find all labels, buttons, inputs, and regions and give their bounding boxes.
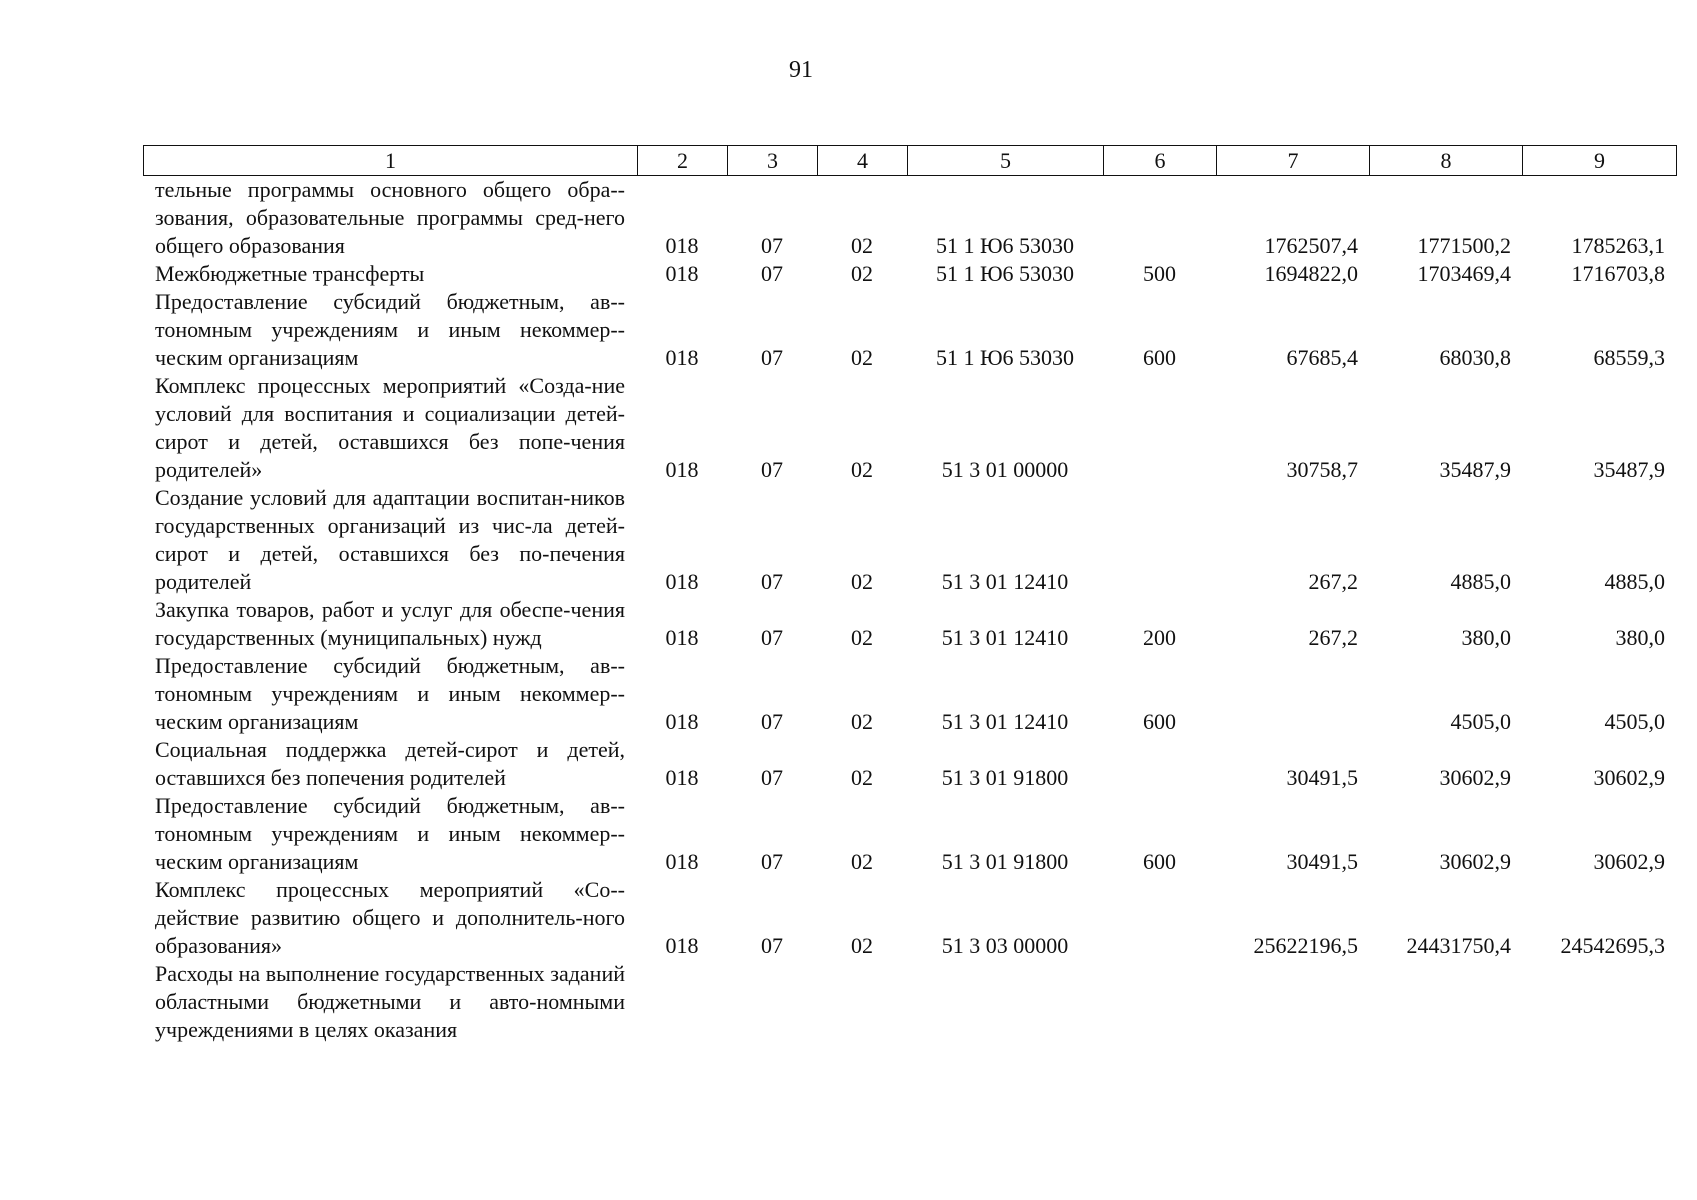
amount-col-9: 24542695,3 [1560, 933, 1665, 958]
section-code: 07 [761, 261, 783, 286]
table-row [143, 960, 1676, 1044]
amount-col-7: 25622196,5 [1253, 933, 1358, 958]
ministry-code: 018 [665, 345, 699, 370]
amount-col-9: 30602,9 [1593, 765, 1665, 790]
row-description: Создание условий для адаптации воспитан-ников государственных организаций из чис-ла детей-сирот и детей, оставшихся без по-печения родителей [155, 485, 625, 594]
amount-col-7: 267,2 [1308, 625, 1358, 650]
row-description: Межбюджетные трансферты [155, 261, 425, 286]
section-code: 07 [761, 625, 783, 650]
page-number: 91 [789, 57, 813, 83]
subsection-code: 02 [851, 765, 873, 790]
amount-col-8: 30602,9 [1439, 765, 1511, 790]
subsection-code: 02 [851, 233, 873, 258]
table-row [143, 288, 1676, 372]
row-description: Комплекс процессных мероприятий «Созда-ние условий для воспитания и социализации детей-сирот и детей, оставшихся без попе-чения родителей» [155, 373, 625, 482]
subsection-code: 02 [851, 933, 873, 958]
amount-col-8: 68030,8 [1439, 345, 1511, 370]
amount-col-8: 4505,0 [1450, 709, 1511, 734]
subsection-code: 02 [851, 457, 873, 482]
amount-col-8: 24431750,4 [1406, 933, 1511, 958]
amount-col-7: 30758,7 [1286, 457, 1358, 482]
row-description: Предоставление субсидий бюджетным, ав-тономным учреждениям и иным некоммер-ческим организациям [155, 653, 625, 734]
row-description: тельные программы основного общего обра-зования, образовательные программы сред-него общего образования [155, 177, 625, 258]
table-row [143, 736, 1676, 792]
expense-type-code: 600 [1143, 709, 1176, 734]
target-article-code: 51 1 Ю6 53030 [935, 261, 1075, 286]
subsection-code: 02 [851, 345, 873, 370]
amount-col-9: 1716703,8 [1571, 261, 1665, 286]
ministry-code: 018 [665, 261, 699, 286]
row-description: Предоставление субсидий бюджетным, ав-тономным учреждениям и иным некоммер-ческим организациям [155, 793, 625, 874]
section-code: 07 [761, 569, 783, 594]
ministry-code: 018 [665, 849, 699, 874]
row-description: Расходы на выполнение государственных заданий областными бюджетными и авто-номными учреждениями в целях оказания [155, 961, 625, 1042]
subsection-code: 02 [851, 709, 873, 734]
amount-col-7: 30491,5 [1286, 849, 1358, 874]
expense-type-code: 500 [1143, 261, 1176, 286]
amount-col-9: 4505,0 [1604, 709, 1665, 734]
row-description: Предоставление субсидий бюджетным, ав-тономным учреждениям и иным некоммер-ческим организациям [155, 289, 625, 370]
subsection-code: 02 [851, 625, 873, 650]
amount-col-9: 35487,9 [1593, 457, 1665, 482]
subsection-code: 02 [851, 849, 873, 874]
target-article-code: 51 3 01 00000 [941, 457, 1069, 482]
amount-col-7: 1762507,4 [1264, 233, 1358, 258]
row-description: Комплекс процессных мероприятий «Со-действие развитию общего и дополнитель-ного образования» [155, 877, 625, 958]
column-header-table [143, 145, 1677, 176]
ministry-code: 018 [665, 933, 699, 958]
target-article-code: 51 3 01 91800 [941, 849, 1069, 874]
header-row [144, 146, 1677, 176]
section-code: 07 [761, 933, 783, 958]
header-cell-7: 7 [1217, 146, 1370, 176]
header-cell-1: 1 [144, 146, 638, 176]
section-code: 07 [761, 765, 783, 790]
amount-col-7: 1694822,0 [1264, 261, 1358, 286]
row-description: Закупка товаров, работ и услуг для обеспе-чения государственных (муниципальных) нужд [155, 597, 625, 650]
section-code: 07 [761, 233, 783, 258]
amount-col-9: 380,0 [1615, 625, 1665, 650]
ministry-code: 018 [665, 625, 699, 650]
target-article-code: 51 3 01 91800 [941, 765, 1069, 790]
amount-col-8: 380,0 [1461, 625, 1511, 650]
amount-col-9: 68559,3 [1593, 345, 1665, 370]
subsection-code: 02 [851, 261, 873, 286]
ministry-code: 018 [665, 709, 699, 734]
target-article-code: 51 3 01 12410 [941, 569, 1069, 594]
expense-type-code: 600 [1143, 849, 1176, 874]
amount-col-8: 35487,9 [1439, 457, 1511, 482]
header-cell-9: 9 [1523, 146, 1677, 176]
ministry-code: 018 [665, 457, 699, 482]
ministry-code: 018 [665, 765, 699, 790]
header-cell-6: 6 [1104, 146, 1217, 176]
amount-col-8: 30602,9 [1439, 849, 1511, 874]
target-article-code: 51 3 01 12410 [941, 625, 1069, 650]
table-row [143, 372, 1676, 484]
section-code: 07 [761, 849, 783, 874]
header-cell-8: 8 [1370, 146, 1523, 176]
ministry-code: 018 [665, 233, 699, 258]
header-cell-2: 2 [638, 146, 728, 176]
table-row [143, 484, 1676, 596]
amount-col-9: 1785263,1 [1571, 233, 1665, 258]
amount-col-9: 4885,0 [1604, 569, 1665, 594]
header-cell-5: 5 [908, 146, 1104, 176]
amount-col-9: 30602,9 [1593, 849, 1665, 874]
section-code: 07 [761, 345, 783, 370]
target-article-code: 51 1 Ю6 53030 [935, 345, 1075, 370]
table-row [143, 792, 1676, 876]
target-article-code: 51 1 Ю6 53030 [935, 233, 1075, 258]
subsection-code: 02 [851, 569, 873, 594]
table-row [143, 260, 1676, 288]
table-body [143, 176, 1676, 1044]
ministry-code: 018 [665, 569, 699, 594]
amount-col-7: 30491,5 [1286, 765, 1358, 790]
table-row [143, 176, 1676, 260]
table-row [143, 876, 1676, 960]
amount-col-8: 4885,0 [1450, 569, 1511, 594]
table-row [143, 652, 1676, 736]
section-code: 07 [761, 709, 783, 734]
section-code: 07 [761, 457, 783, 482]
amount-col-8: 1771500,2 [1417, 233, 1511, 258]
expense-type-code: 600 [1143, 345, 1176, 370]
amount-col-8: 1703469,4 [1417, 261, 1511, 286]
header-cell-3: 3 [728, 146, 818, 176]
expense-type-code: 200 [1143, 625, 1176, 650]
amount-col-7: 267,2 [1308, 569, 1358, 594]
target-article-code: 51 3 03 00000 [941, 933, 1069, 958]
header-cell-4: 4 [818, 146, 908, 176]
table-row [143, 596, 1676, 652]
row-description: Социальная поддержка детей-сирот и детей, оставшихся без попечения родителей [155, 737, 625, 790]
amount-col-7: 67685,4 [1286, 345, 1358, 370]
target-article-code: 51 3 01 12410 [941, 709, 1069, 734]
